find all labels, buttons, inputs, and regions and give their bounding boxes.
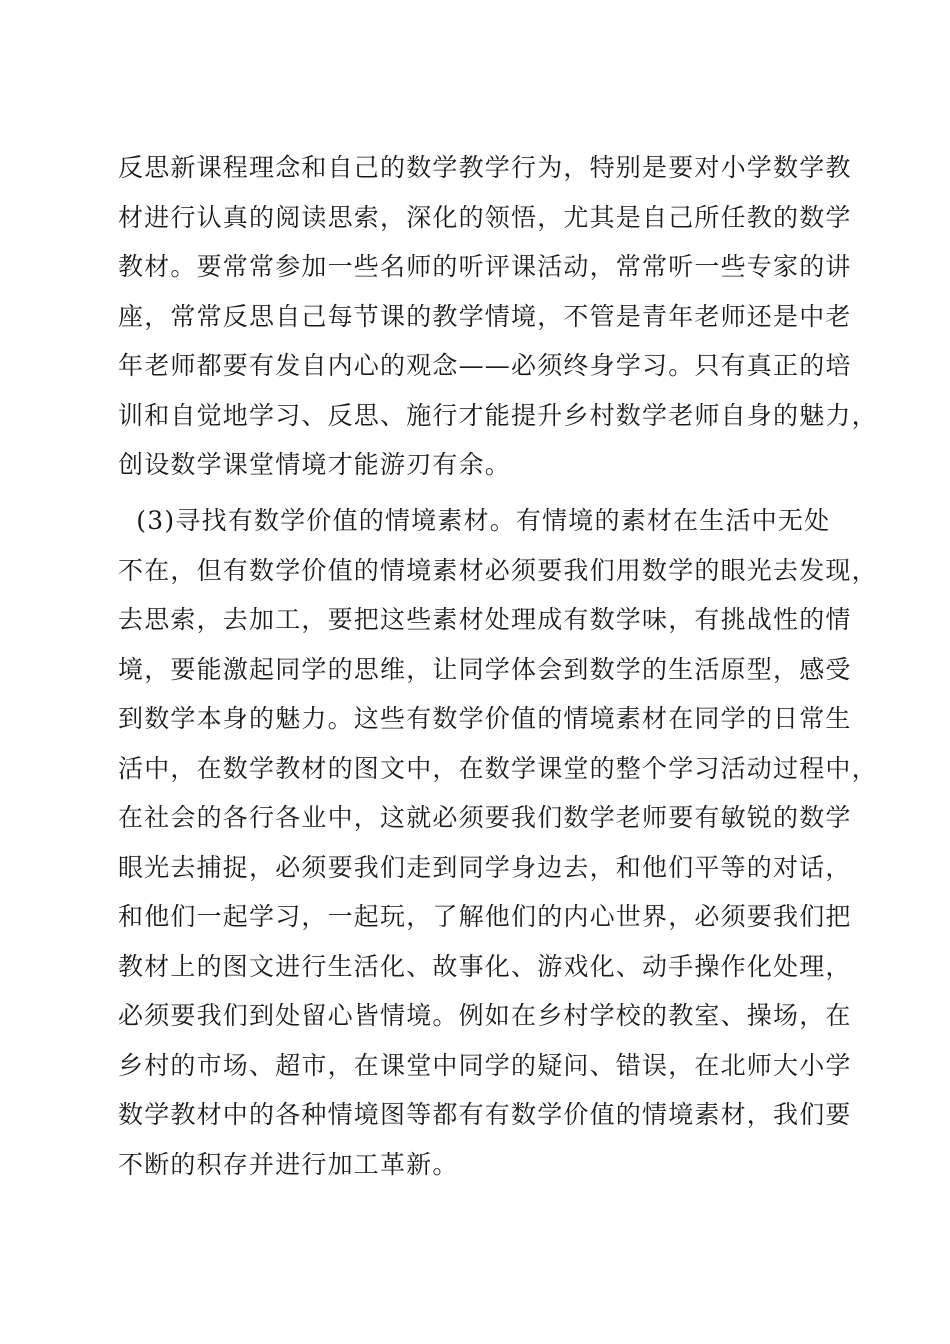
text-line: 境，要能激起同学的思维，让同学体会到数学的生活原型，感受 [118,654,852,684]
text-line: 乡村的市场、超市，在课堂中同学的疑问、错误，在北师大小学 [118,1050,852,1080]
text-line: 教材上的图文进行生活化、故事化、游戏化、动手操作化处理， [118,951,852,981]
text-line: 不断的积存并进行加工革新。 [118,1149,459,1179]
text-line: 反思新课程理念和自己的数学教学行为，特别是要对小学数学教 [118,153,852,182]
text-line: 在社会的各行各业中，这就必须要我们数学老师要有敏锐的数学 [118,803,852,832]
text-line: 年老师都要有发自内心的观念——必须终身学习。只有真正的培 [118,351,852,380]
text-line: (3)寻找有数学价值的情境素材。有情境的素材在生活中无处 [118,506,831,535]
text-line: 座，常常反思自己每节课的教学情境，不管是青年老师还是中老 [118,301,852,331]
text-line: 眼光去捕捉，必须要我们走到同学身边去，和他们平等的对话， [118,852,852,882]
text-line: 训和自觉地学习、反思、施行才能提升乡村数学老师自身的魅力， [118,400,878,430]
text-line: 材进行认真的阅读思索，深化的领悟，尤其是自己所任教的数学 [118,202,852,232]
text-line: 数学教材中的各种情境图等都有有数学价值的情境素材，我们要 [118,1100,852,1129]
text-line: 教材。要常常参加一些名师的听评课活动，常常听一些专家的讲 [118,252,852,281]
text-line: 去思索，去加工，要把这些素材处理成有数学味，有挑战性的情 [118,605,852,634]
paragraph-teacher-learning [118,143,878,490]
text-line: 到数学本身的魅力。这些有数学价值的情境素材在同学的日常生 [118,704,852,733]
text-line: 不在，但有数学价值的情境素材必须要我们用数学的眼光去发现， [118,555,878,585]
text-line: 和他们一起学习，一起玩，了解他们的内心世界，必须要我们把 [118,902,852,931]
text-line: 必须要我们到处留心皆情境。例如在乡村学校的教室、操场，在 [118,1001,852,1030]
text-line: 创设数学课堂情境才能游刃有余。 [118,450,512,479]
text-line: 活中，在数学教材的图文中，在数学课堂的整个学习活动过程中， [118,753,878,783]
paragraph-situation-materials [118,496,878,1189]
